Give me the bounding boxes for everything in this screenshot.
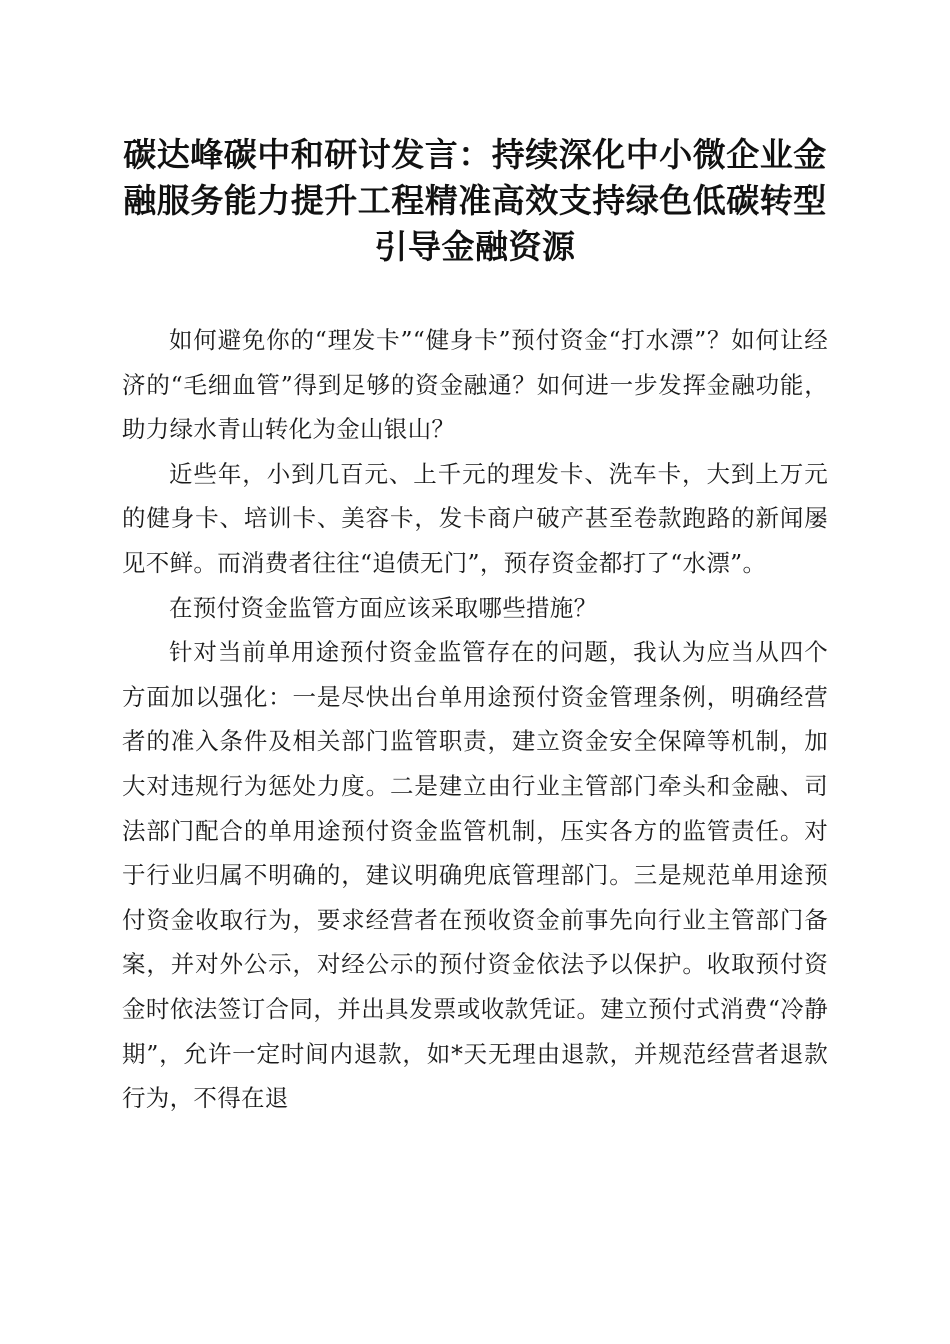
document-page	[122, 132, 828, 1121]
document-title: 碳达峰碳中和研讨发言：持续深化中小微企业金融服务能力提升工程精准高效支持绿色低碳转型引导金融资源	[123, 135, 827, 266]
paragraph-background: 近些年，小到几百元、上千元的理发卡、洗车卡，大到上万元的健身卡、培训卡、美容卡，发卡商户破产甚至卷款跑路的新闻屡见不鲜。而消费者往往“追债无门”，预存资金都打了“水漂”。	[122, 459, 828, 577]
paragraph-recommendations: 针对当前单用途预付资金监管存在的问题，我认为应当从四个方面加以强化：一是尽快出台单用途预付资金管理条例，明确经营者的准入条件及相关部门监管职责，建立资金安全保障等机制，加大对违规行为惩处力度。二是建立由行业主管部门牵头和金融、司法部门配合的单用途预付资金监管机制，压实各方的监管责任。对于行业归属不明确的，建议明确兜底管理部门。三是规范单用途预付资金收取行为，要求经营者在预收资金前事先向行业主管部门备案，并对外公示，对经公示的预付资金依法予以保护。收取预付资金时依法签订合同，并出具发票或收款凭证。建立预付式消费“冷静期”，允许一定时间内退款，如*天无理由退款，并规范经营者退款行为，不得在退	[122, 638, 828, 1113]
document-body	[122, 318, 828, 1121]
paragraph-question: 在预付资金监管方面应该采取哪些措施？	[169, 593, 598, 622]
paragraph-intro-questions: 如何避免你的“理发卡”“健身卡”预付资金“打水漂”？如何让经济的“毛细血管”得到足够的资金融通？如何进一步发挥金融功能，助力绿水青山转化为金山银山？	[122, 326, 828, 444]
